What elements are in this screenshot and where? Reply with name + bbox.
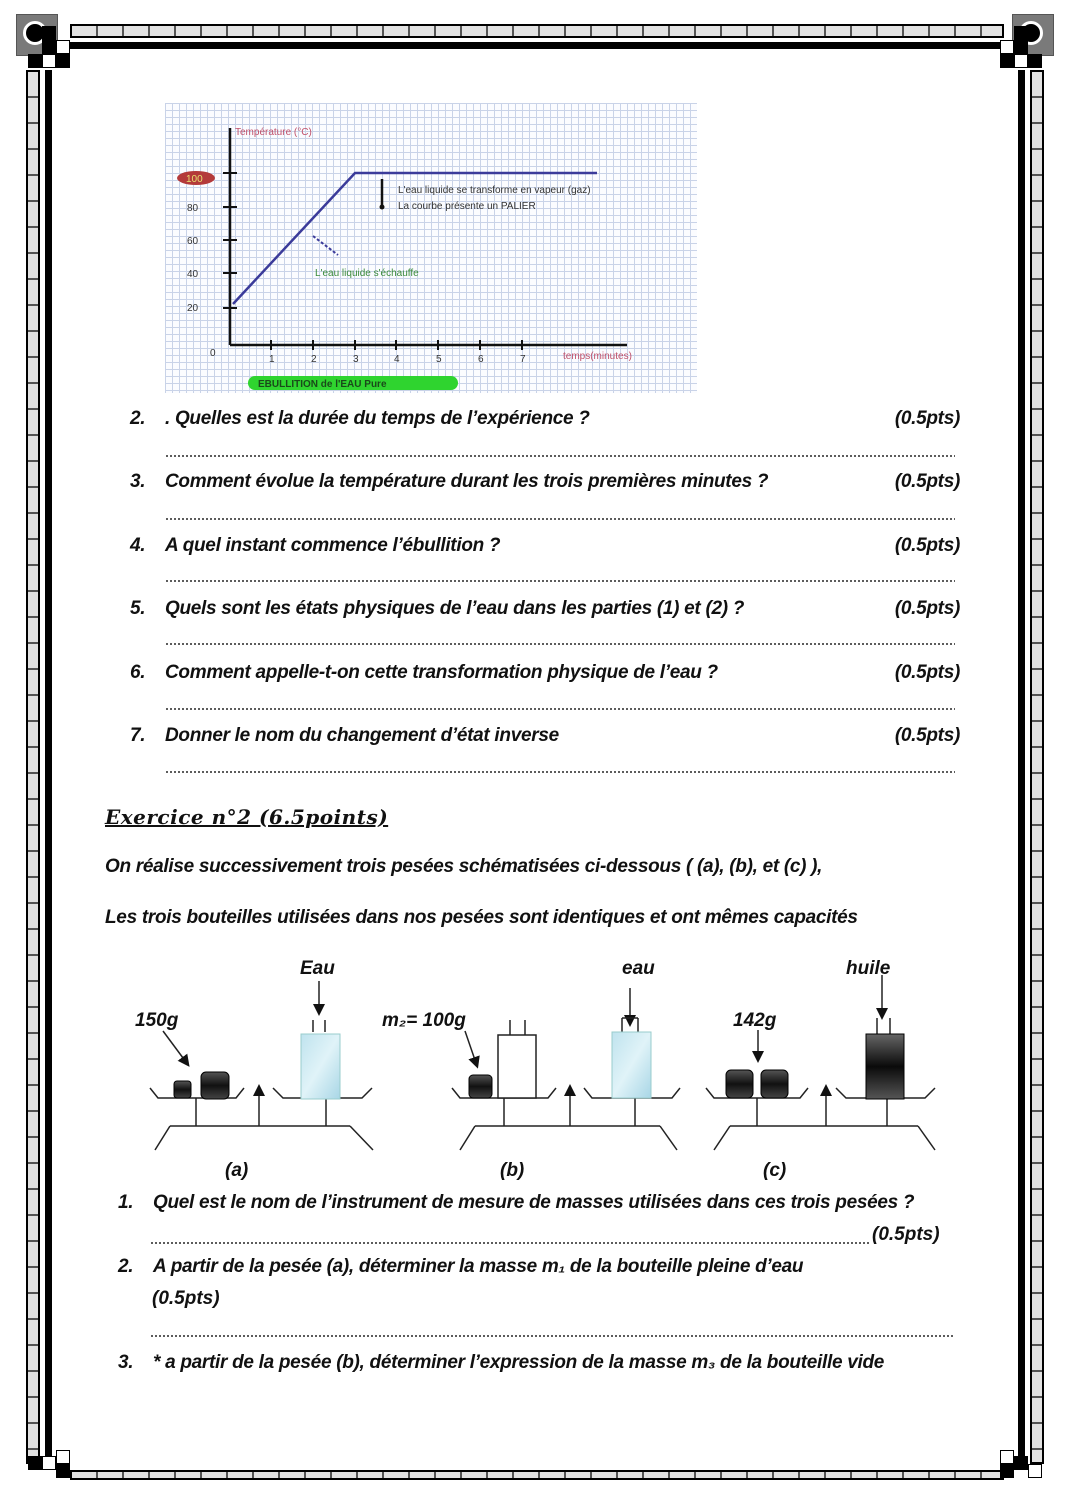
x-axis-label: temps(minutes) <box>563 351 632 362</box>
mass-label-c: 142g <box>733 1010 777 1031</box>
weight-1-c <box>726 1070 753 1098</box>
balance-a <box>150 981 373 1150</box>
border-left-bar <box>45 70 52 1460</box>
svg-text:6: 6 <box>478 354 484 365</box>
corner-checker-bottom-right <box>994 1450 1042 1498</box>
svg-text:0: 0 <box>210 348 216 359</box>
caption-c: (c) <box>763 1160 787 1181</box>
answer-line[interactable] <box>165 771 955 773</box>
svg-text:4: 4 <box>394 354 400 365</box>
answer-line[interactable] <box>165 708 955 710</box>
bottle-label-c: huile <box>846 958 891 979</box>
border-top-rail <box>70 24 1004 38</box>
border-right-bar <box>1018 70 1025 1460</box>
svg-text:1: 1 <box>269 354 275 365</box>
exercise-2-intro-2: Les trois bouteilles utilisées dans nos pesées sont identiques et ont mêmes capacités <box>105 907 858 928</box>
bottle-water-a <box>301 1034 340 1099</box>
svg-text:40: 40 <box>187 269 199 280</box>
ex2-q1-points: (0.5pts) <box>872 1224 940 1245</box>
balance-c <box>706 975 935 1150</box>
svg-text:5: 5 <box>436 354 442 365</box>
ex2-q2-points: (0.5pts) <box>152 1288 220 1309</box>
boiling-curve-chart <box>165 103 697 393</box>
svg-text:20: 20 <box>187 303 199 314</box>
svg-text:7: 7 <box>520 354 526 365</box>
mass-label-b: m₂= 100g <box>382 1010 466 1031</box>
answer-line[interactable] <box>165 518 955 520</box>
weight-b <box>469 1075 492 1098</box>
answer-line[interactable] <box>165 455 955 457</box>
chart-svg <box>165 103 697 393</box>
svg-text:60: 60 <box>187 236 199 247</box>
caption-a: (a) <box>225 1160 249 1181</box>
corner-checker-bottom-left <box>28 1450 76 1498</box>
exercise-2-intro-1: On réalise successivement trois pesées schématisées ci-dessous ( (a), (b), et (c) ), <box>105 856 823 877</box>
corner-checker-top-right <box>994 26 1042 74</box>
answer-line[interactable] <box>150 1335 955 1337</box>
corner-checker-top-left <box>28 26 76 74</box>
y-axis-label: Température (°C) <box>235 127 312 138</box>
svg-text:La courbe présente un PALIER: La courbe présente un PALIER <box>398 201 536 212</box>
bottle-oil-c <box>866 1034 904 1099</box>
bottle-water-b <box>612 1032 651 1098</box>
svg-text:3: 3 <box>353 354 359 365</box>
caption-b: (b) <box>500 1160 525 1181</box>
exercise-2-title: Exercice n°2 (6.5points) <box>105 805 389 829</box>
balance-b <box>452 988 680 1150</box>
weight-small-a <box>174 1081 191 1098</box>
mass-label-a: 150g <box>135 1010 179 1031</box>
weight-2-c <box>761 1070 788 1098</box>
exam-page: Température (°C) 100 80 60 40 20 0 1 2 3 4 5 6 7 temps(minutes) L'eau liquide se transforme en vapeur (gaz) La courbe présente un PALIER L'eau liquide s'échauffe EBULLITION de l'EAU Pure 2. . Quelles est la durée du temps de l’expérience ? (0.5pts) 3. Comment évolue la température durant les trois premières minutes ? (0.5pts) 4. A quel instant commence l’ébullition ? (0.5pts) 5. Quels sont les états physiques de l’eau dans les parties (1) et (2) ? (0.5pts) 6. Comment appelle-t-on cette transformation physique de l’eau ? (0.5pts) 7. Donner le nom du changement d’état inverse (0.5pts) Exercice n°2 (6.5points) On réalise successivement trois pesées schématisées ci-dessous ( (a), (b), et (c) ), Les trois bouteilles utilisées dans nos pesées sont identiques et ont mêmes capacités Eau eau huile 150g m₂= 100g 142g (a) (b) (c) 1. Quel est le nom de l’instrument de mesure de masses utilisées dans ces trois pesées ? (0.5pts) 2. A partir de la pesée (a), déterminer la masse m₁ de la bouteille pleine d’eau (0.5pts) 3. * a partir de la pesée (b), déterminer l’expression de la masse m₃ de la bouteille vide <box>0 0 1070 1479</box>
border-right-rail <box>1030 70 1044 1464</box>
answer-line[interactable] <box>165 580 955 582</box>
weight-large-a <box>201 1072 229 1099</box>
chart-title: EBULLITION de l'EAU Pure <box>258 379 387 390</box>
svg-text:100: 100 <box>186 174 203 185</box>
bottle-label-a: Eau <box>300 958 335 979</box>
border-left-rail <box>26 70 40 1464</box>
svg-text:2: 2 <box>311 354 317 365</box>
answer-line[interactable] <box>150 1242 870 1244</box>
svg-text:L'eau liquide s'échauffe: L'eau liquide s'échauffe <box>315 268 419 279</box>
bottle-label-b: eau <box>622 958 655 979</box>
svg-text:80: 80 <box>187 203 199 214</box>
svg-text:L'eau liquide se transforme en: L'eau liquide se transforme en vapeur (gaz) <box>398 185 591 196</box>
answer-line[interactable] <box>165 643 955 645</box>
border-top-bar <box>70 42 1000 49</box>
